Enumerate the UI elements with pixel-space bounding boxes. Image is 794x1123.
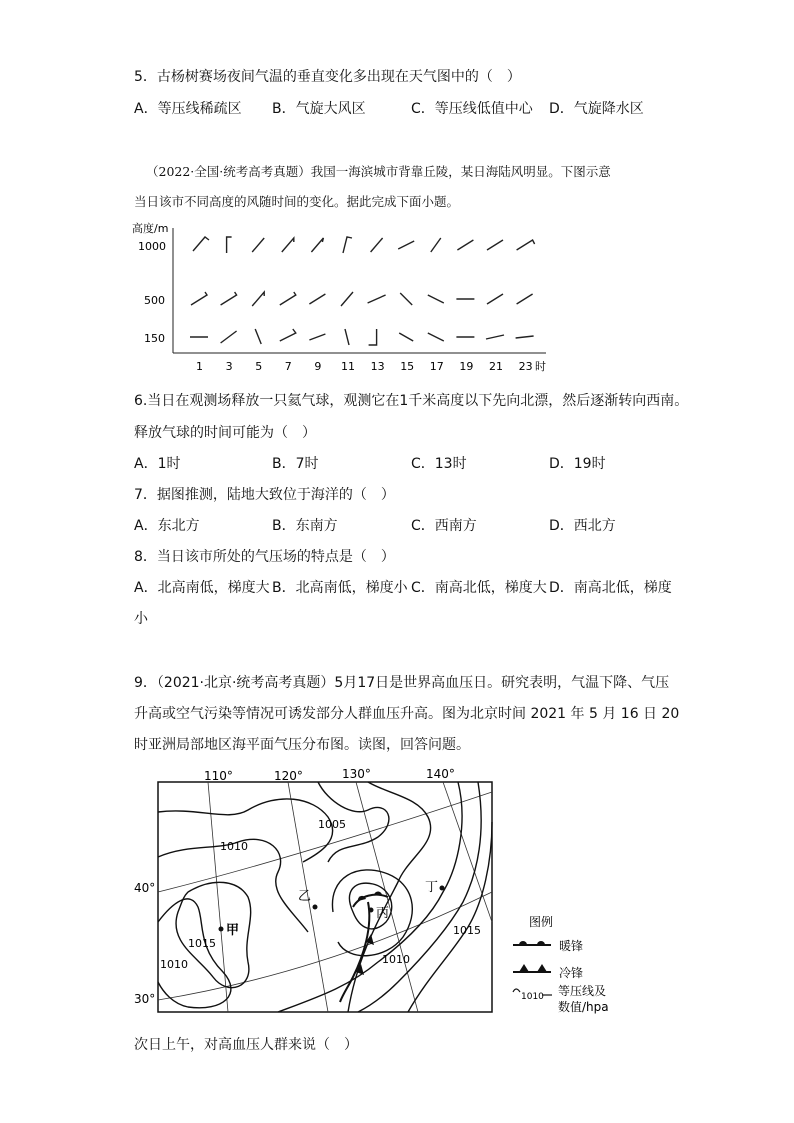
wind-barb — [227, 237, 232, 253]
label-yi: 乙 — [298, 889, 312, 904]
legend-warm-front: 暖锋 — [559, 939, 584, 953]
wind-barb — [343, 237, 352, 253]
wind-barb — [280, 329, 296, 341]
wind-barb — [428, 295, 444, 303]
wind-barb — [255, 329, 261, 344]
x-tick-label: 21 — [489, 360, 503, 373]
isobar-label-1010-b: 1010 — [160, 958, 188, 971]
wind-barb — [428, 333, 444, 341]
point-jia — [219, 927, 224, 932]
point-bing — [369, 908, 374, 913]
wind-barb — [221, 292, 237, 305]
wind-barb — [280, 292, 296, 305]
wind-barb — [311, 238, 323, 252]
wind-chart — [128, 218, 558, 378]
legend-isobar-line-1: 等压线及 — [558, 984, 607, 998]
x-tick-label: 5 — [255, 360, 263, 373]
wind-barb — [282, 238, 294, 252]
q9-line-2: 升高或空气污染等情况可诱发部分人群血压升高。图为北京时间 2021 年 5 月 16 日 20 — [134, 706, 680, 722]
wind-barb — [368, 295, 386, 303]
q8-option-b: B．北高南低，梯度小 — [272, 580, 408, 596]
chart-ylabel: 高度/m — [132, 222, 169, 235]
wind-barb — [345, 329, 349, 345]
lon-110: 110° — [204, 769, 233, 783]
x-tick-label: 7 — [284, 360, 292, 373]
isobar-label-1015-b: 1015 — [453, 924, 481, 937]
lon-130: 130° — [342, 767, 371, 781]
wind-barb — [191, 292, 207, 305]
q6-option-c: C．13时 — [411, 456, 467, 472]
map-legend — [513, 914, 609, 1014]
q6-option-d: D．19时 — [549, 456, 606, 472]
y-tick-1000: 1000 — [138, 240, 166, 253]
q5-option-b: B．气旋大风区 — [272, 101, 366, 117]
label-ding: 丁 — [425, 880, 439, 895]
x-tick-label: 23 — [518, 360, 533, 373]
x-tick-label: 3 — [225, 360, 233, 373]
cold-front — [340, 902, 374, 1002]
q6-option-a: A．1时 — [134, 456, 181, 472]
q8-stem: 8．当日该市所处的气压场的特点是（ ） — [134, 549, 395, 565]
wind-barb — [252, 292, 264, 306]
x-tick-label: 13 — [370, 360, 385, 373]
q6-option-b: B．7时 — [272, 456, 319, 472]
wind-barb — [517, 294, 533, 304]
q5-stem: 5．古杨树赛场夜间气温的垂直变化多出现在天气图中的（ ） — [134, 69, 521, 85]
legend-isobar-line-2: 数值/hpa — [558, 1000, 609, 1014]
x-tick-label: 1 — [196, 360, 203, 373]
q8-option-d-tail: 小 — [134, 611, 148, 627]
label-bing: 丙 — [376, 906, 390, 921]
intro-line-2: 当日该市不同高度的风随时间的变化。据此完成下面小题。 — [134, 194, 460, 209]
isobar-label-1005: 1005 — [318, 818, 346, 831]
chart-xlabel: 时 — [535, 360, 546, 373]
q9-followup: 次日上午，对高血压人群来说（ ） — [134, 1037, 358, 1053]
lat-40: 40° — [134, 881, 156, 895]
q5-option-c: C．等压线低值中心 — [411, 101, 533, 117]
q5-option-a: A．等压线稀疏区 — [134, 101, 242, 117]
q7-option-d: D．西北方 — [549, 518, 616, 534]
x-tick-label: 19 — [459, 360, 474, 373]
wind-barb — [309, 294, 325, 304]
wind-barb — [398, 241, 414, 249]
wind-barb — [221, 331, 237, 343]
x-tick-label: 17 — [429, 360, 444, 373]
intro-line-1: （2022·全国·统考高考真题）我国一海滨城市背靠丘陵，某日海陆风明显。下图示意 — [146, 164, 611, 179]
q8-option-d: D．南高北低，梯度 — [549, 580, 672, 596]
q7-stem: 7．据图推测，陆地大致位于海洋的（ ） — [134, 487, 395, 503]
label-jia: 甲 — [226, 923, 240, 938]
wind-barb — [516, 336, 534, 338]
wind-barb — [341, 292, 353, 306]
q9-line-1: 9．（2021·北京·统考高考真题）5月17日是世界高血压日。研究表明，气温下降、气压 — [134, 675, 670, 691]
legend-isobar-sample: 1010 — [521, 992, 544, 1002]
isobars — [158, 782, 492, 1012]
legend-title: 图例 — [529, 915, 554, 929]
q8-option-c: C．南高北低，梯度大 — [411, 580, 547, 596]
x-tick-label: 15 — [400, 360, 415, 373]
point-ding — [440, 886, 445, 891]
q7-option-c: C．西南方 — [411, 518, 477, 534]
warm-front — [353, 891, 388, 907]
y-tick-500: 500 — [144, 294, 165, 307]
q5-option-d: D．气旋降水区 — [549, 101, 644, 117]
wind-barb — [252, 238, 264, 252]
map-frame — [158, 782, 492, 1012]
wind-barb — [399, 333, 413, 341]
wind-barb — [400, 293, 412, 305]
point-yi — [313, 905, 318, 910]
q7-option-a: A．东北方 — [134, 518, 200, 534]
lon-140: 140° — [426, 767, 455, 781]
isobar-label-1010-a: 1010 — [220, 840, 248, 853]
wind-barb — [309, 334, 325, 340]
graticule — [158, 782, 492, 1012]
q6-stem-line-1: 6.当日在观测场释放一只氦气球，观测它在1千米高度以下先向北漂，然后逐渐转向西南。 — [134, 393, 689, 409]
wind-barb — [369, 329, 377, 345]
x-tick-label: 9 — [314, 360, 322, 373]
lat-30: 30° — [134, 992, 156, 1006]
wind-barb — [371, 238, 383, 252]
lon-120: 120° — [274, 769, 303, 783]
q6-stem-line-2: 释放气球的时间可能为（ ） — [134, 425, 316, 441]
legend-cold-front: 冷锋 — [559, 966, 584, 980]
wind-barb — [487, 240, 503, 250]
wind-barb — [457, 240, 473, 250]
x-tick-label: 11 — [341, 360, 355, 373]
q9-line-3: 时亚洲局部地区海平面气压分布图。读图，回答问题。 — [134, 737, 470, 753]
isobar-label-1010-c: 1010 — [382, 953, 410, 966]
q7-option-b: B．东南方 — [272, 518, 338, 534]
y-tick-150: 150 — [144, 332, 165, 345]
wind-barb — [486, 335, 504, 339]
wind-barb — [487, 294, 503, 304]
wind-barb — [193, 237, 209, 251]
wind-barb — [517, 240, 535, 250]
pressure-map — [128, 762, 628, 1024]
wind-barb — [431, 238, 441, 252]
q8-option-a: A．北高南低，梯度大 — [134, 580, 270, 596]
isobar-label-1015-a: 1015 — [188, 937, 216, 950]
